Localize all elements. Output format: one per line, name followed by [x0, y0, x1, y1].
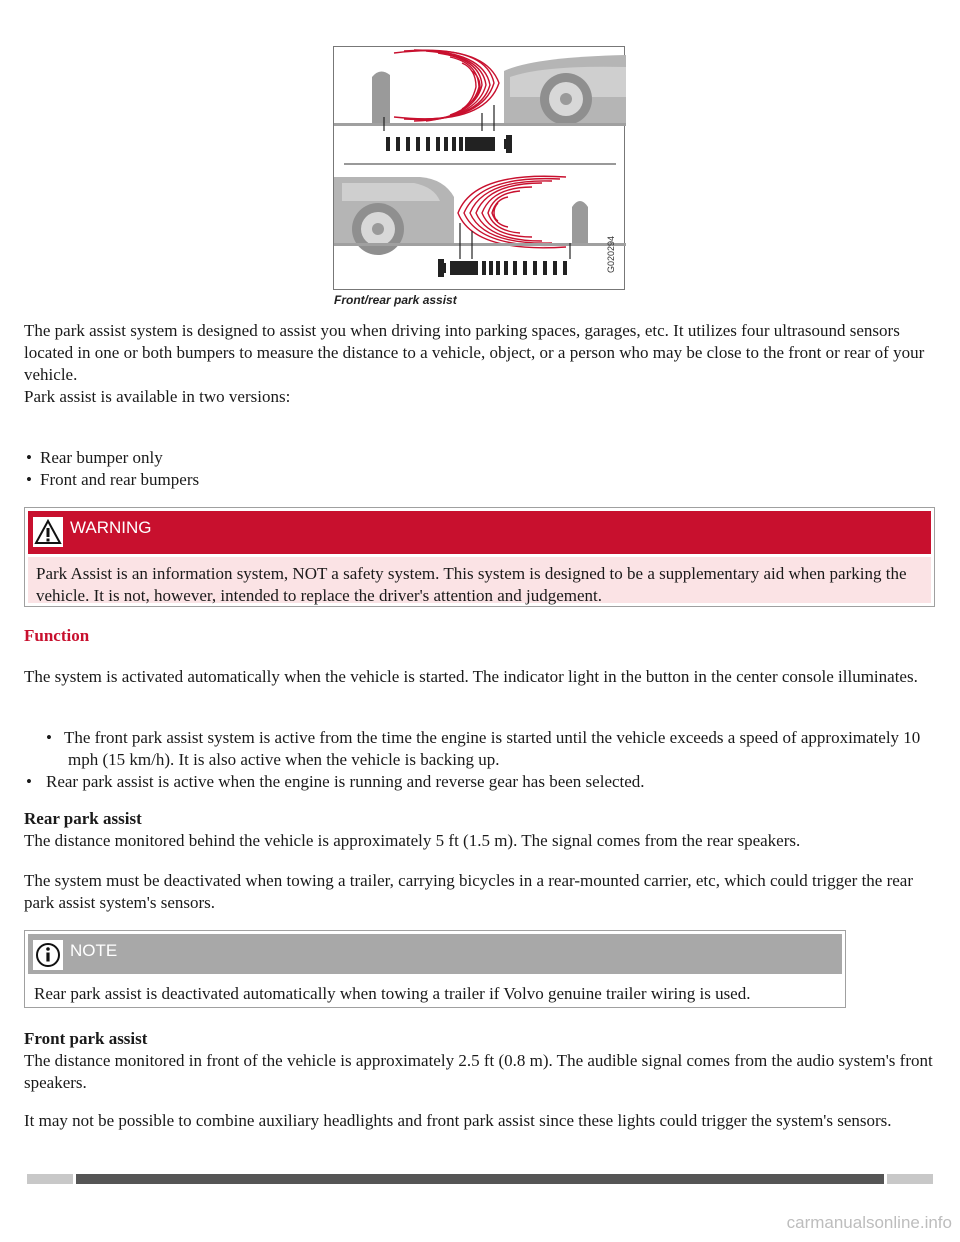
intro-paragraph: The park assist system is designed to assist you when driving into parking spaces, garages, etc. It utilizes four ultrasound sensors located in one or both bumpers to measure the distance to a vehicle, object, or a person who may be close to the front or rear of your vehicle. [24, 321, 925, 384]
figure-caption: Front/rear park assist [334, 293, 457, 307]
note-box [24, 930, 846, 1008]
warning-box [24, 507, 935, 607]
function-list [24, 727, 940, 793]
list-item: • Rear bumper only [26, 448, 163, 467]
rear-paragraph-1: The distance monitored behind the vehicle is approximately 5 ft (1.5 m). The signal comes from the rear speakers. [24, 831, 801, 850]
front-paragraph-1: The distance monitored in front of the vehicle is approximately 2.5 ft (0.8 m). The audible signal comes from the audio system's front speakers. [24, 1051, 933, 1092]
footer-bar-middle [76, 1174, 884, 1184]
footer-bar-right [887, 1174, 933, 1184]
front-park-assist-heading: Front park assist [24, 1029, 148, 1048]
info-icon [33, 940, 63, 970]
versions-list [24, 447, 940, 491]
warning-header [28, 511, 931, 554]
warning-title: WARNING [70, 518, 152, 537]
rear-paragraph-2: The system must be deactivated when towing a trailer, carrying bicycles in a rear-mounted carrier, etc, which could trigger the rear park assist system's sensors. [24, 871, 914, 912]
list-item: • The front park assist system is active from the time the engine is started until the vehicle exceeds a speed of approximately 10 mph (15 km/h). It is also active when the vehicle is backing up. [46, 728, 921, 769]
rear-scene [334, 176, 626, 277]
park-assist-figure [333, 46, 625, 290]
park-assist-illustration [334, 47, 626, 291]
list-item: • Front and rear bumpers [26, 470, 200, 489]
figure-code: G020294 [606, 235, 616, 273]
note-title: NOTE [70, 941, 118, 960]
versions-intro: Park assist is available in two versions: [24, 387, 291, 406]
front-paragraph-2: It may not be possible to combine auxiliary headlights and front park assist since these lights could trigger the system's sensors. [24, 1111, 892, 1130]
warning-triangle-icon [33, 517, 63, 547]
list-item: • Rear park assist is active when the engine is running and reverse gear has been selected. [26, 772, 645, 791]
note-text: Rear park assist is deactivated automatically when towing a trailer if Volvo genuine trailer wiring is used. [34, 984, 751, 1003]
front-scene [334, 50, 626, 153]
rear-park-assist-heading: Rear park assist [24, 809, 142, 828]
function-paragraph: The system is activated automatically when the vehicle is started. The indicator light in the button in the center console illuminates. [24, 667, 918, 686]
function-heading: Function [24, 626, 90, 645]
footer-bar-left [27, 1174, 73, 1184]
warning-text: Park Assist is an information system, NOT a safety system. This system is designed to be a supplementary aid when parking the vehicle. It is not, however, intended to replace the driver's attention and judgement. [28, 557, 931, 603]
watermark-bottom: carmanualsonline.info [786, 1213, 952, 1232]
note-header [28, 934, 842, 974]
